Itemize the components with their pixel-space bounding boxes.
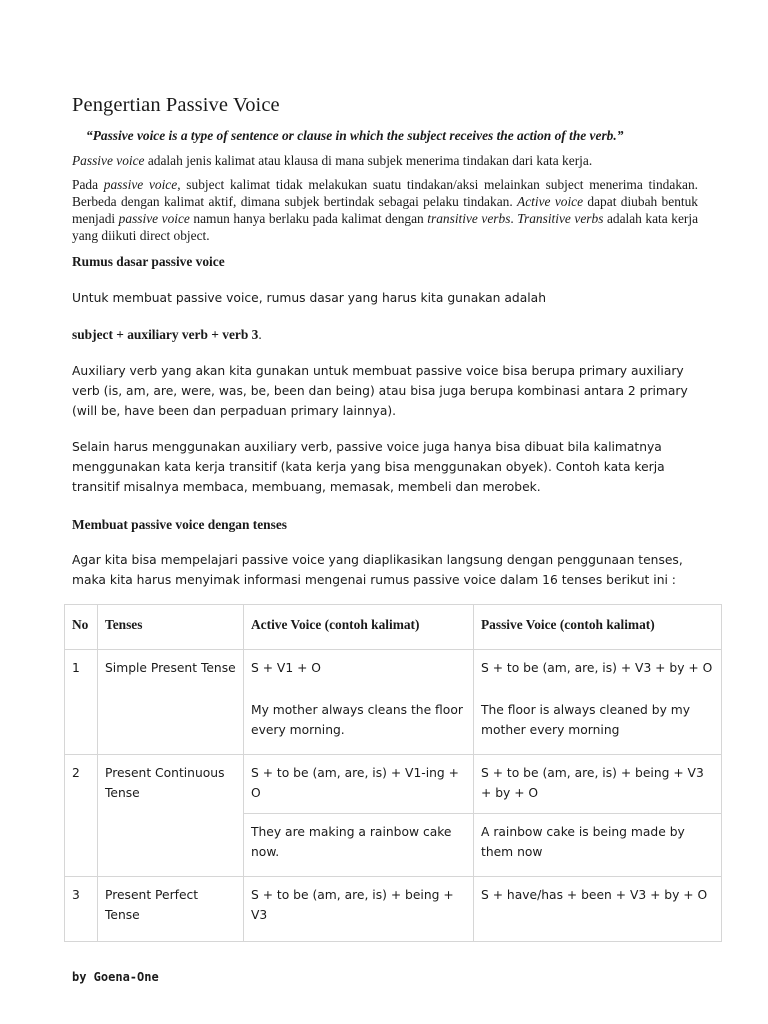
header-active-voice: Active Voice (contoh kalimat) — [244, 605, 474, 650]
table-row — [65, 650, 722, 693]
footer-author: by Goena-One — [72, 970, 159, 984]
text-span: , subject kalimat tidak melakukan suatu tindakan/aksi melainkan subject menerima tindakan. Berbeda dengan kalimat aktif, dimana subjek bertindak sebagai pelaku tindakan. — [72, 177, 698, 209]
table-row — [65, 877, 722, 942]
paragraph-definition — [72, 152, 698, 169]
paragraph-explanation — [72, 176, 698, 244]
cell-active-formula: S + V1 + O — [244, 650, 474, 693]
paragraph-rumus-intro: Untuk membuat passive voice, rumus dasar yang harus kita gunakan adalah — [72, 291, 547, 305]
italic-term: passive voice — [118, 211, 190, 226]
tenses-table — [64, 604, 722, 942]
cell-active-example: They are making a rainbow cake now. — [244, 814, 474, 877]
cell-active-formula: S + to be (am, are, is) + being + V3 — [244, 877, 474, 942]
header-no: No — [65, 605, 98, 650]
cell-passive-formula: S + to be (am, are, is) + V3 + by + O — [474, 650, 722, 693]
text-span: . — [510, 211, 518, 226]
italic-term: transitive verbs — [427, 211, 511, 226]
italic-term: Transitive verbs — [517, 211, 604, 226]
cell-tense: Present Continuous Tense — [98, 755, 244, 877]
formula-end: . — [258, 327, 262, 342]
paragraph-definition-text: adalah jenis kalimat atau klausa di mana subjek menerima tindakan dari kata kerja. — [144, 153, 593, 168]
table-row — [65, 755, 722, 814]
cell-no: 3 — [65, 877, 98, 942]
definition-quote: “Passive voice is a type of sentence or clause in which the subject receives the action of the verb.” — [86, 128, 624, 143]
text-span: adalah kata kerja yang diikuti direct object. — [72, 211, 699, 243]
paragraph-auxiliary: Auxiliary verb yang akan kita gunakan untuk membuat passive voice bisa berupa primary auxiliary verb (is, am, are, were, was, be, been dan being) atau bisa juga berupa kombinasi antara 2 primary (will be, have been dan perpaduan primary lainnya). — [72, 364, 688, 418]
paragraph-transitif: Selain harus menggunakan auxiliary verb, passive voice juga hanya bisa dibuat bila kalimatnya menggunakan kata kerja transitif (kata kerja yang bisa menggunakan obyek). Contoh kata kerja transitif misalnya membaca, membuang, memasak, membeli dan merobek. — [72, 440, 665, 494]
term-passive-voice: Passive voice — [72, 153, 145, 168]
cell-passive-example: A rainbow cake is being made by them now — [474, 814, 722, 877]
formula-text: subject + auxiliary verb + verb 3 — [72, 327, 259, 342]
cell-active-formula: S + to be (am, are, is) + V1-ing + O — [244, 755, 474, 814]
cell-passive-example: The floor is always cleaned by my mother every morning — [474, 692, 722, 755]
italic-term: passive voice — [103, 177, 178, 192]
paragraph-formula — [72, 326, 698, 343]
cell-no: 1 — [65, 650, 98, 755]
cell-active-example: My mother always cleans the floor every morning. — [244, 692, 474, 755]
cell-passive-formula: S + have/has + been + V3 + by + O — [474, 877, 722, 942]
text-span: Pada — [72, 177, 104, 192]
heading-rumus-dasar: Rumus dasar passive voice — [72, 254, 225, 269]
cell-passive-formula: S + to be (am, are, is) + being + V3 + by + O — [474, 755, 722, 814]
cell-tense: Simple Present Tense — [98, 650, 244, 755]
header-passive-voice: Passive Voice (contoh kalimat) — [474, 605, 722, 650]
heading-tenses: Membuat passive voice dengan tenses — [72, 517, 287, 532]
page-title: Pengertian Passive Voice — [72, 94, 280, 116]
header-tenses: Tenses — [98, 605, 244, 650]
text-span: namun hanya berlaku pada kalimat dengan — [189, 211, 428, 226]
paragraph-tenses-intro: Agar kita bisa mempelajari passive voice yang diaplikasikan langsung dengan penggunaan tenses, maka kita harus menyimak informasi mengenai rumus passive voice dalam 16 tenses berikut ini : — [72, 553, 683, 587]
cell-no: 2 — [65, 755, 98, 877]
cell-tense: Present Perfect Tense — [98, 877, 244, 942]
table-header-row — [65, 605, 722, 650]
italic-term: Active voice — [517, 194, 584, 209]
text-span: dapat diubah bentuk menjadi — [72, 194, 699, 226]
